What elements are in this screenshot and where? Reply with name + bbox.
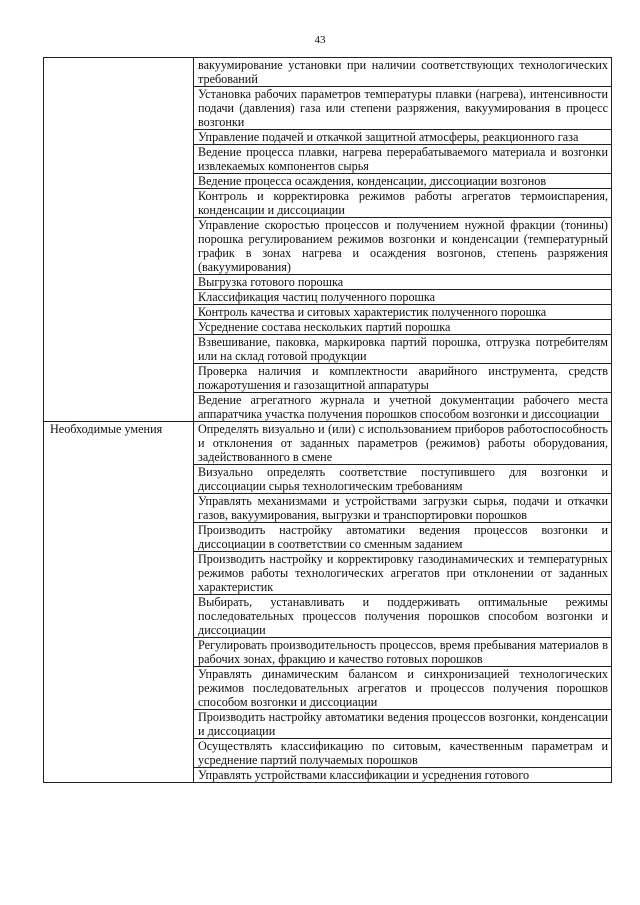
requirement-text: Контроль качества и ситовых характеристик полученного порошка	[194, 305, 612, 320]
requirement-text: Контроль и корректировка режимов работы агрегатов термоиспарения, конденсации и диссоциации	[194, 189, 612, 218]
requirement-text: Осуществлять классификацию по ситовым, качественным параметрам и усреднение партий получаемых порошков	[194, 739, 612, 768]
requirement-text: Классификация частиц полученного порошка	[194, 290, 612, 305]
requirement-text: Усреднение состава нескольких партий порошка	[194, 320, 612, 335]
requirement-text: Ведение агрегатного журнала и учетной документации рабочего места аппаратчика участка получения порошков способом возгонки и диссоциации	[194, 393, 612, 422]
requirement-text: Выбирать, устанавливать и поддерживать оптимальные режимы последовательных процессов получения порошков способом возгонки и диссоциации	[194, 595, 612, 638]
requirement-text: Регулировать производительность процессов, время пребывания материалов в рабочих зонах, фракцию и качество готовых порошков	[194, 638, 612, 667]
requirement-text: Производить настройку и корректировку газодинамических и температурных режимов работы технологических агрегатов при отклонении от заданных характеристик	[194, 552, 612, 595]
requirement-text: Управление скоростью процессов и получением нужной фракции (тонины) порошка регулированием режимов возгонки и конденсации (температурный график в зонах нагрева и осаждения возгонов, степень разряжения (вакуумирования)	[194, 218, 612, 275]
requirement-text: Ведение процесса осаждения, конденсации, диссоциации возгонов	[194, 174, 612, 189]
requirement-text: Управлять механизмами и устройствами загрузки сырья, подачи и откачки газов, вакуумирования, выгрузки и транспортировки порошков	[194, 494, 612, 523]
table-row	[44, 422, 612, 465]
table-row	[44, 58, 612, 87]
requirement-text: Управлять устройствами классификации и усреднения готового	[194, 768, 612, 783]
requirement-text: Ведение процесса плавки, нагрева перерабатываемого материала и возгонки извлекаемых компонентов сырья	[194, 145, 612, 174]
requirement-text: Установка рабочих параметров температуры плавки (нагрева), интенсивности подачи (давления) газа или степени разряжения, вакуумирования в процесс возгонки	[194, 87, 612, 130]
requirement-text: Управление подачей и откачкой защитной атмосферы, реакционного газа	[194, 130, 612, 145]
requirement-text: Управлять динамическим балансом и синхронизацией технологических режимов последовательных агрегатов и процессов получения порошков способом возгонки и диссоциации	[194, 667, 612, 710]
requirement-text: Выгрузка готового порошка	[194, 275, 612, 290]
section-label: Необходимые умения	[44, 422, 194, 783]
requirement-text: Производить настройку автоматики ведения процессов возгонки и диссоциации в соответствии со сменным заданием	[194, 523, 612, 552]
requirement-text: вакуумирование установки при наличии соответствующих технологических требований	[194, 58, 612, 87]
requirements-table	[43, 57, 612, 783]
requirement-text: Производить настройку автоматики ведения процессов возгонки, конденсации и диссоциации	[194, 710, 612, 739]
requirement-text: Визуально определять соответствие поступившего для возгонки и диссоциации сырья технологическим требованиям	[194, 465, 612, 494]
requirement-text: Определять визуально и (или) с использованием приборов работоспособность и отклонения от заданных параметров (режимов) работы оборудования, задействованного в смене	[194, 422, 612, 465]
section-label	[44, 58, 194, 422]
page-number: 43	[314, 34, 326, 46]
requirement-text: Проверка наличия и комплектности аварийного инструмента, средств пожаротушения и газозащитной аппаратуры	[194, 364, 612, 393]
requirement-text: Взвешивание, паковка, маркировка партий порошка, отгрузка потребителям или на склад готовой продукции	[194, 335, 612, 364]
